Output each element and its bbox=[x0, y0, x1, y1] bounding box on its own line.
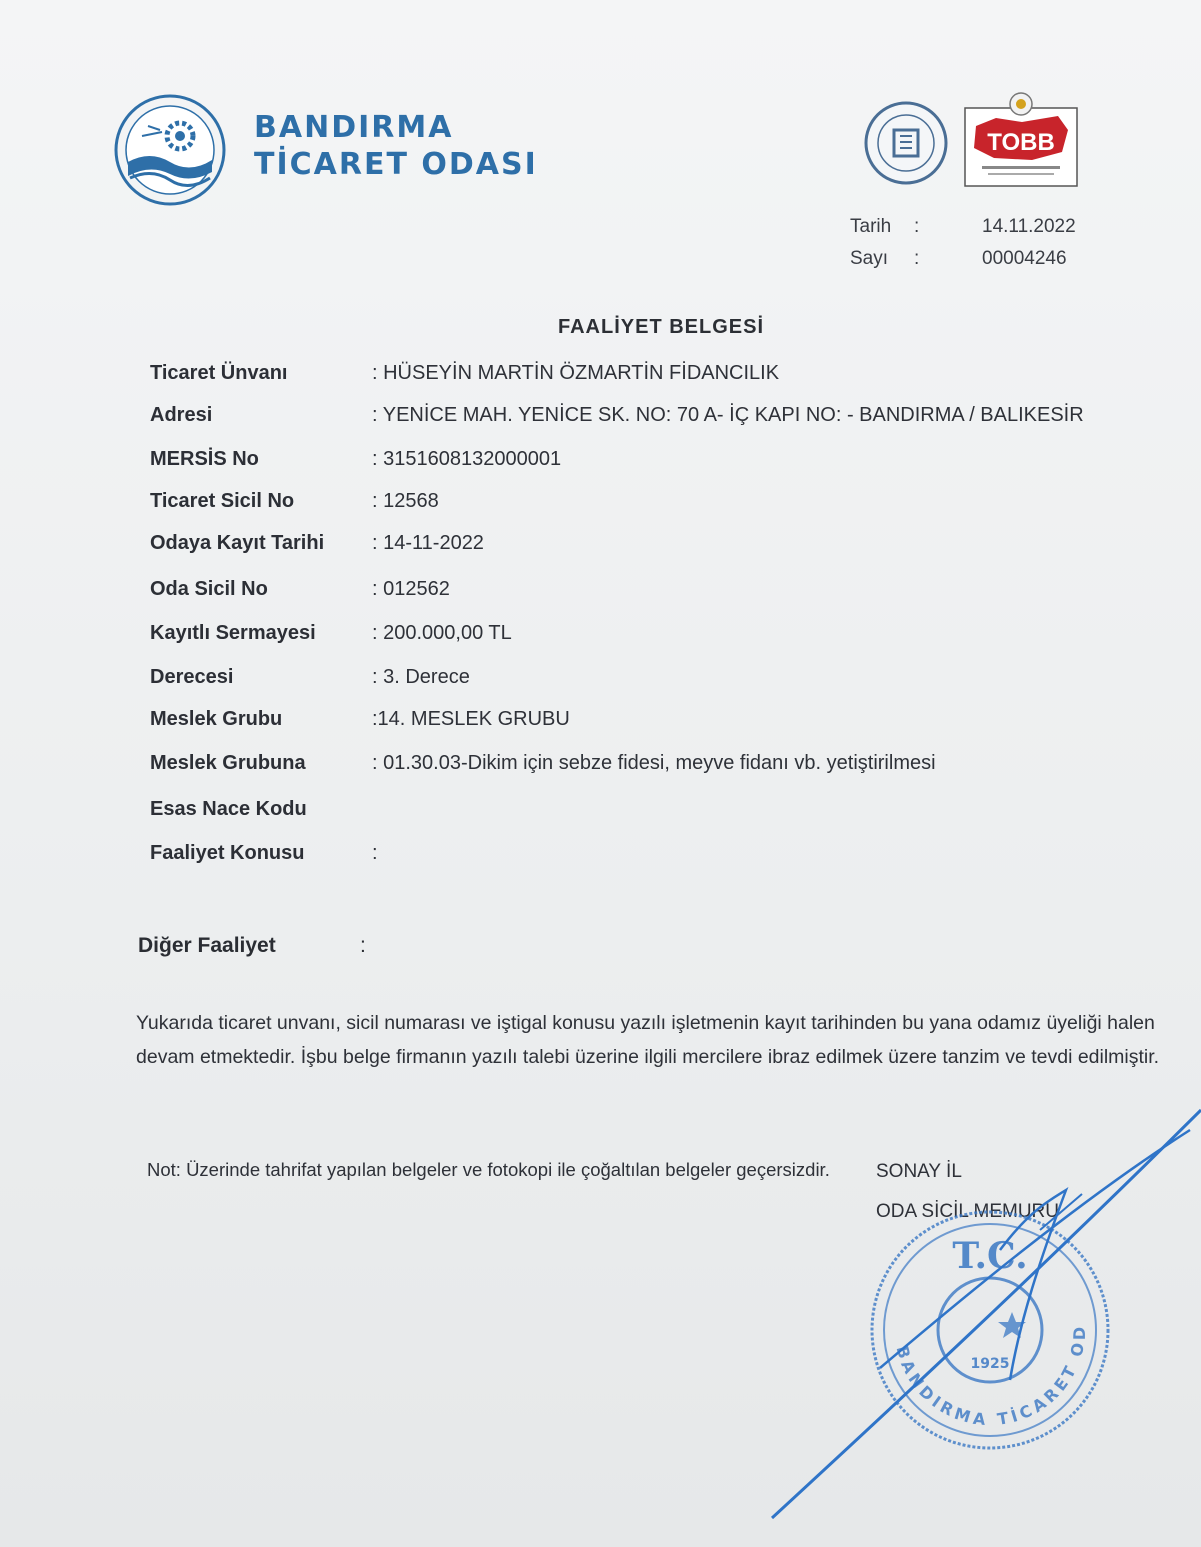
date-label: Tarih bbox=[850, 216, 892, 237]
turk-loydu-seal-icon bbox=[862, 100, 950, 186]
field-value: : bbox=[372, 842, 378, 864]
document-title: FAALİYET BELGESİ bbox=[558, 316, 765, 338]
official-stamp-icon bbox=[860, 1200, 1120, 1460]
field-value: : 012562 bbox=[372, 578, 450, 600]
field-label: Odaya Kayıt Tarihi bbox=[150, 532, 325, 554]
field-value: : HÜSEYİN MARTİN ÖZMARTİN FİDANCILIK bbox=[372, 362, 780, 384]
field-other-activity bbox=[138, 934, 366, 958]
field-value: : bbox=[360, 934, 366, 957]
statement-paragraph: Yukarıda ticaret unvanı, sicil numarası ve iştigal konusu yazılı işletmenin kayıt tarihinden bu yana odamız üyeliği halen devam etmektedir. İşbu belge firmanın yazılı talebi üzerine ilgili mercilere ibraz edilmek üzere tanzim ve tevdi edilmiştir. bbox=[136, 1012, 1160, 1068]
field-label: Diğer Faaliyet bbox=[138, 934, 276, 957]
field-label: Meslek Grubu bbox=[150, 708, 283, 730]
field-label: Adresi bbox=[150, 404, 213, 426]
date-separator: : bbox=[914, 216, 920, 237]
stamp-year: 1925 bbox=[970, 1356, 1010, 1372]
number-separator: : bbox=[914, 248, 920, 269]
chamber-logo-icon bbox=[110, 92, 240, 207]
brand-line2: TİCARET ODASI bbox=[254, 147, 538, 182]
field-label: Oda Sicil No bbox=[150, 578, 268, 600]
signatory-role: ODA SİCİL MEMURU bbox=[876, 1201, 1059, 1222]
field-label: Kayıtlı Sermayesi bbox=[150, 622, 316, 644]
field-label: MERSİS No bbox=[150, 448, 259, 470]
field-value: : 12568 bbox=[372, 490, 439, 512]
signatory-name: SONAY İL bbox=[876, 1161, 962, 1182]
stamp-top-text: T.C. bbox=[952, 1235, 1028, 1277]
field-label: Esas Nace Kodu bbox=[150, 798, 307, 820]
field-value: : 3151608132000001 bbox=[372, 448, 562, 470]
field-value: : 3. Derece bbox=[372, 666, 470, 688]
field-label: Ticaret Sicil No bbox=[150, 490, 295, 512]
tobb-label: TOBB bbox=[987, 129, 1055, 156]
field-label: Faaliyet Konusu bbox=[150, 842, 305, 864]
brand-line1: BANDIRMA bbox=[254, 110, 454, 145]
validity-note: Not: Üzerinde tahrifat yapılan belgeler ve fotokopi ile çoğaltılan belgeler geçersizdir. bbox=[147, 1159, 830, 1180]
field-value: : 01.30.03-Dikim için sebze fidesi, meyve fidanı vb. yetiştirilmesi bbox=[372, 752, 936, 774]
number-value: 00004246 bbox=[982, 248, 1067, 269]
field-label: Meslek Grubuna bbox=[150, 752, 306, 774]
chamber-name bbox=[254, 110, 538, 184]
number-label: Sayı bbox=[850, 248, 889, 269]
date-value: 14.11.2022 bbox=[982, 216, 1076, 237]
stamp-ring-text: BANDIRMA TİCARET OD bbox=[892, 1322, 1090, 1430]
field-value: :14. MESLEK GRUBU bbox=[372, 708, 570, 730]
field-value: : 200.000,00 TL bbox=[372, 622, 512, 644]
field-value: : YENİCE MAH. YENİCE SK. NO: 70 A- İÇ KAPI NO: - BANDIRMA / BALIKESİR bbox=[372, 404, 1084, 426]
tobb-accreditation-badge bbox=[962, 90, 1080, 190]
field-label: Ticaret Ünvanı bbox=[150, 362, 288, 384]
field-value: : 14-11-2022 bbox=[372, 532, 484, 554]
field-label: Derecesi bbox=[150, 666, 234, 688]
